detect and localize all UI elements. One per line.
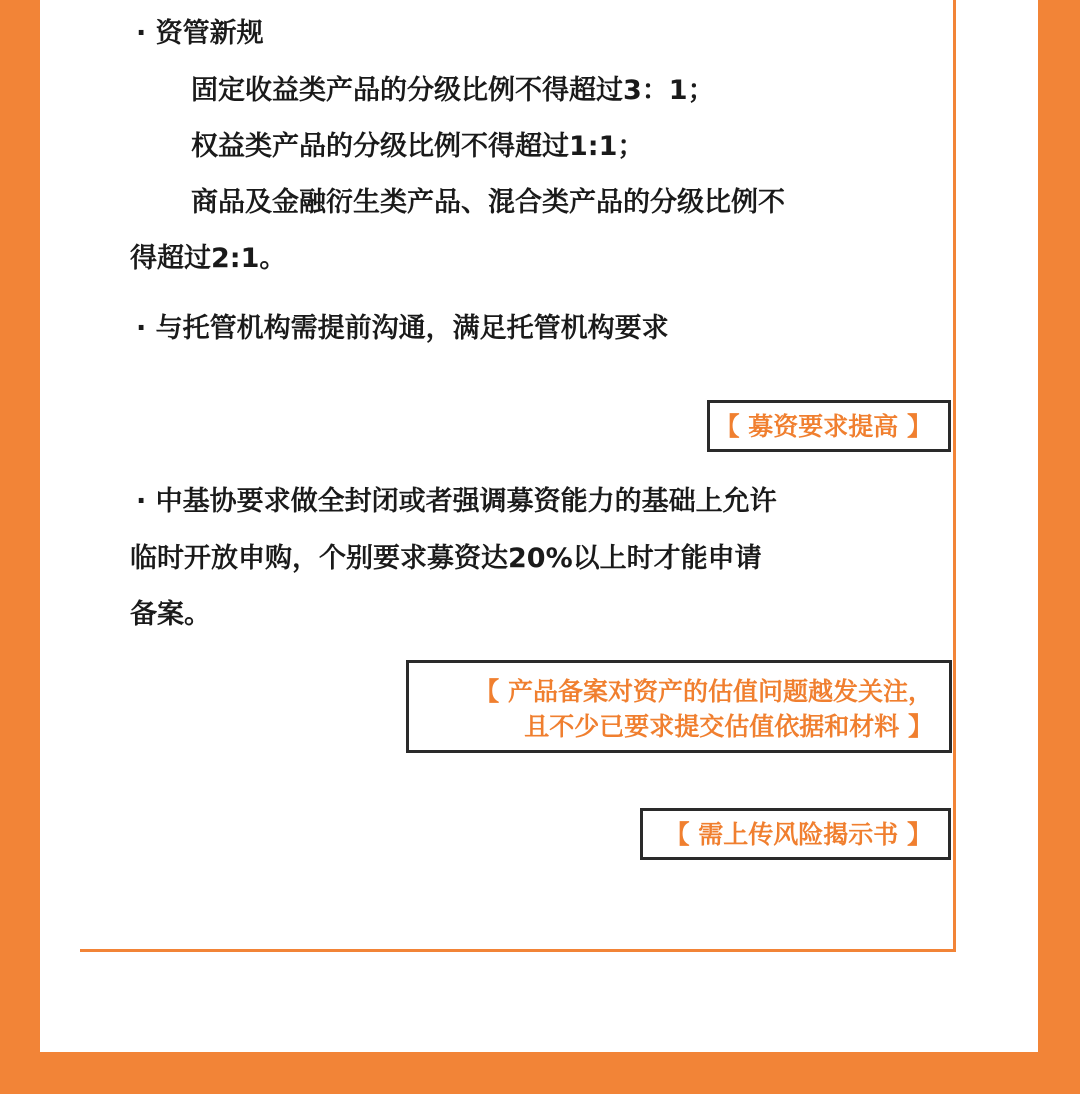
- section-heading-asset-management-rules: · 资管新规: [136, 18, 264, 49]
- rule-line-fixed-income: 固定收益类产品的分级比例不得超过3：1；: [191, 75, 715, 106]
- rule-line-equity: 权益类产品的分级比例不得超过1:1；: [191, 131, 645, 162]
- section-heading-custodian: · 与托管机构需提前沟通，满足托管机构要求: [136, 313, 669, 344]
- amac-requirement-line-3: 备案。: [130, 599, 211, 630]
- tag-valuation-focus-line-2: 且不少已要求提交估值依据和材料 】: [524, 712, 933, 741]
- tag-fundraising-requirement-text: 【 募资要求提高 】: [714, 412, 932, 441]
- tag-risk-disclosure-text: 【 需上传风险揭示书 】: [664, 820, 932, 849]
- rule-line-commodity: 商品及金融衍生类产品、混合类产品的分级比例不: [191, 187, 785, 218]
- tag-fundraising-requirement: [707, 400, 951, 452]
- amac-requirement-line-1: · 中基协要求做全封闭或者强调募资能力的基础上允许: [136, 486, 777, 517]
- amac-requirement-line-2: 临时开放申购，个别要求募资达20%以上时才能申请: [130, 543, 762, 574]
- tag-valuation-focus: [406, 660, 952, 753]
- rule-line-commodity-cont: 得超过2:1。: [130, 243, 287, 274]
- tag-valuation-focus-line-1: 【 产品备案对资产的估值问题越发关注，: [474, 677, 933, 706]
- tag-risk-disclosure: [640, 808, 951, 860]
